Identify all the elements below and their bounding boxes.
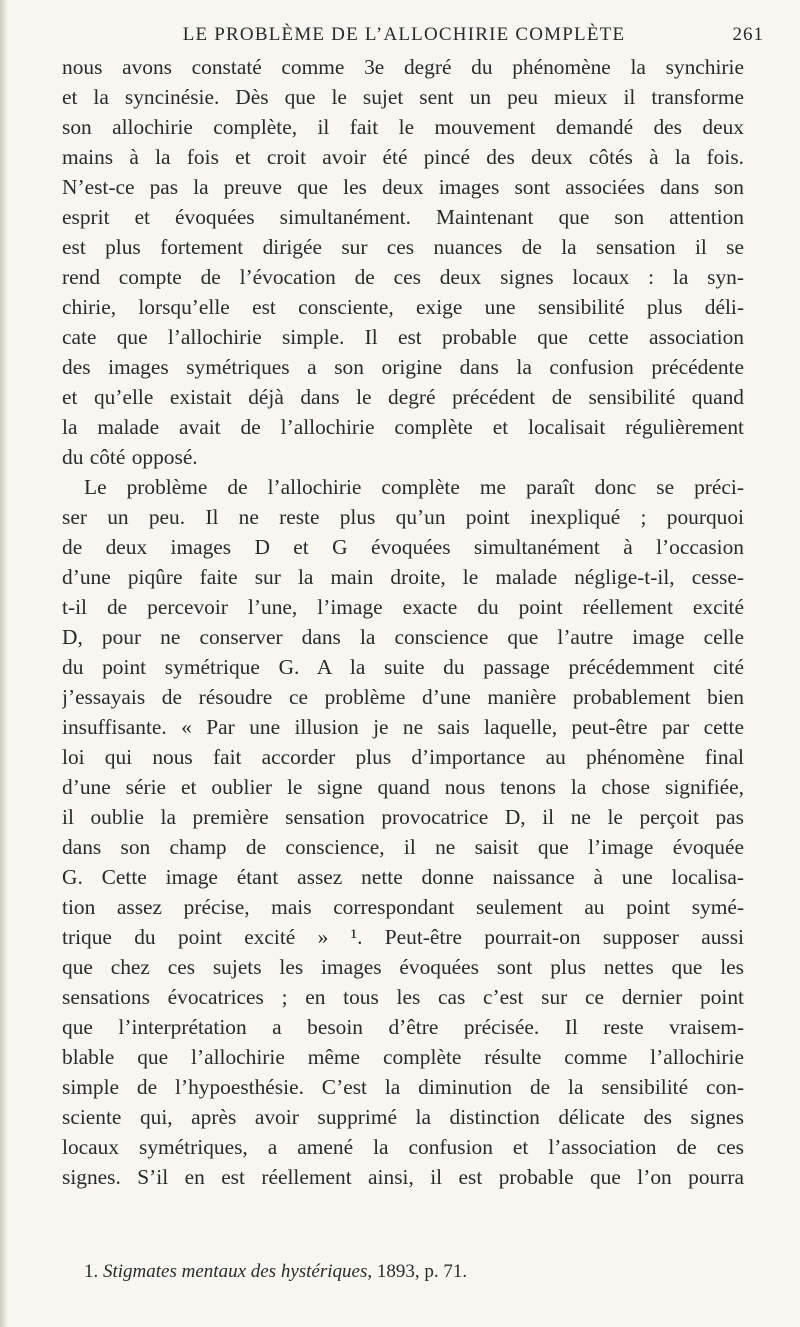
text-line: et la syncinésie. Dès que le sujet sent un peu mieux il transforme — [62, 85, 744, 109]
body-text — [62, 52, 744, 1192]
text-line: j’essayais de résoudre ce problème d’une manière probablement bien — [62, 685, 744, 709]
text-line: t-il de percevoir l’une, l’image exacte du point réellement excité — [62, 595, 744, 619]
text-line: esprit et évoquées simultanément. Maintenant que son attention — [62, 205, 744, 229]
running-head: LE PROBLÈME DE L’ALLOCHIRIE COMPLÈTE — [182, 24, 626, 45]
footnote-number: 1. — [84, 1261, 99, 1282]
text-line: du côté opposé. — [62, 445, 198, 469]
footnote-title: Stigmates mentaux des hystériques — [103, 1261, 368, 1282]
text-line: G. Cette image étant assez nette donne naissance à une localisa- — [62, 865, 744, 889]
text-line: son allochirie complète, il fait le mouvement demandé des deux — [62, 115, 744, 139]
text-line: tion assez précise, mais correspondant seulement au point symé- — [62, 895, 744, 919]
text-line: dans son champ de conscience, il ne saisit que l’image évoquée — [62, 835, 744, 859]
text-line: il oublie la première sensation provocatrice D, il ne le perçoit pas — [62, 805, 744, 829]
text-line: rend compte de l’évocation de ces deux signes locaux : la syn- — [62, 265, 744, 289]
footnote-reference: , 1893, p. 71. — [367, 1261, 468, 1282]
text-line: chirie, lorsqu’elle est consciente, exige une sensibilité plus déli- — [62, 295, 744, 319]
text-line: insuffisante. « Par une illusion je ne sais laquelle, peut-être par cette — [62, 715, 744, 739]
text-line: blable que l’allochirie même complète résulte comme l’allochirie — [62, 1045, 744, 1069]
text-line: d’une piqûre faite sur la main droite, le malade néglige-t-il, cesse- — [62, 565, 744, 589]
text-line: du point symétrique G. A la suite du passage précédemment cité — [62, 655, 744, 679]
text-line: que l’interprétation a besoin d’être précisée. Il reste vraisem- — [62, 1015, 744, 1039]
text-line: que chez ces sujets les images évoquées sont plus nettes que les — [62, 955, 744, 979]
text-line: la malade avait de l’allochirie complète et localisait régulièrement — [62, 415, 744, 439]
text-line: sciente qui, après avoir supprimé la distinction délicate des signes — [62, 1105, 744, 1129]
page-number: 261 — [732, 24, 764, 45]
text-line: loi qui nous fait accorder plus d’importance au phénomène final — [62, 745, 744, 769]
text-line: N’est-ce pas la preuve que les deux images sont associées dans son — [62, 175, 744, 199]
page-shadow — [0, 0, 8, 1327]
text-line: simple de l’hypoesthésie. C’est la diminution de la sensibilité con- — [62, 1075, 744, 1099]
text-line: cate que l’allochirie simple. Il est probable que cette association — [62, 325, 744, 349]
text-line: signes. S’il en est réellement ainsi, il est probable que l’on pourra — [62, 1165, 744, 1189]
footnote — [84, 1258, 744, 1286]
text-line: et qu’elle existait déjà dans le degré précédent de sensibilité quand — [62, 385, 744, 409]
page-header — [44, 20, 764, 50]
text-line: ser un peu. Il ne reste plus qu’un point inexpliqué ; pourquoi — [62, 505, 744, 529]
text-line: D, pour ne conserver dans la conscience que l’autre image celle — [62, 625, 744, 649]
text-line: trique du point excité » ¹. Peut-être pourrait-on supposer aussi — [62, 925, 744, 949]
text-line: nous avons constaté comme 3e degré du phénomène la synchirie — [62, 55, 744, 79]
text-line: de deux images D et G évoquées simultanément à l’occasion — [62, 535, 744, 559]
text-line: des images symétriques a son origine dans la confusion précédente — [62, 355, 744, 379]
text-line: Le problème de l’allochirie complète me paraît donc se préci- — [84, 475, 744, 499]
text-line: mains à la fois et croit avoir été pincé des deux côtés à la fois. — [62, 145, 744, 169]
text-line: est plus fortement dirigée sur ces nuances de la sensation il se — [62, 235, 744, 259]
text-line: locaux symétriques, a amené la confusion et l’association de ces — [62, 1135, 744, 1159]
text-line: d’une série et oublier le signe quand nous tenons la chose signifiée, — [62, 775, 744, 799]
text-line: sensations évocatrices ; en tous les cas c’est sur ce dernier point — [62, 985, 744, 1009]
